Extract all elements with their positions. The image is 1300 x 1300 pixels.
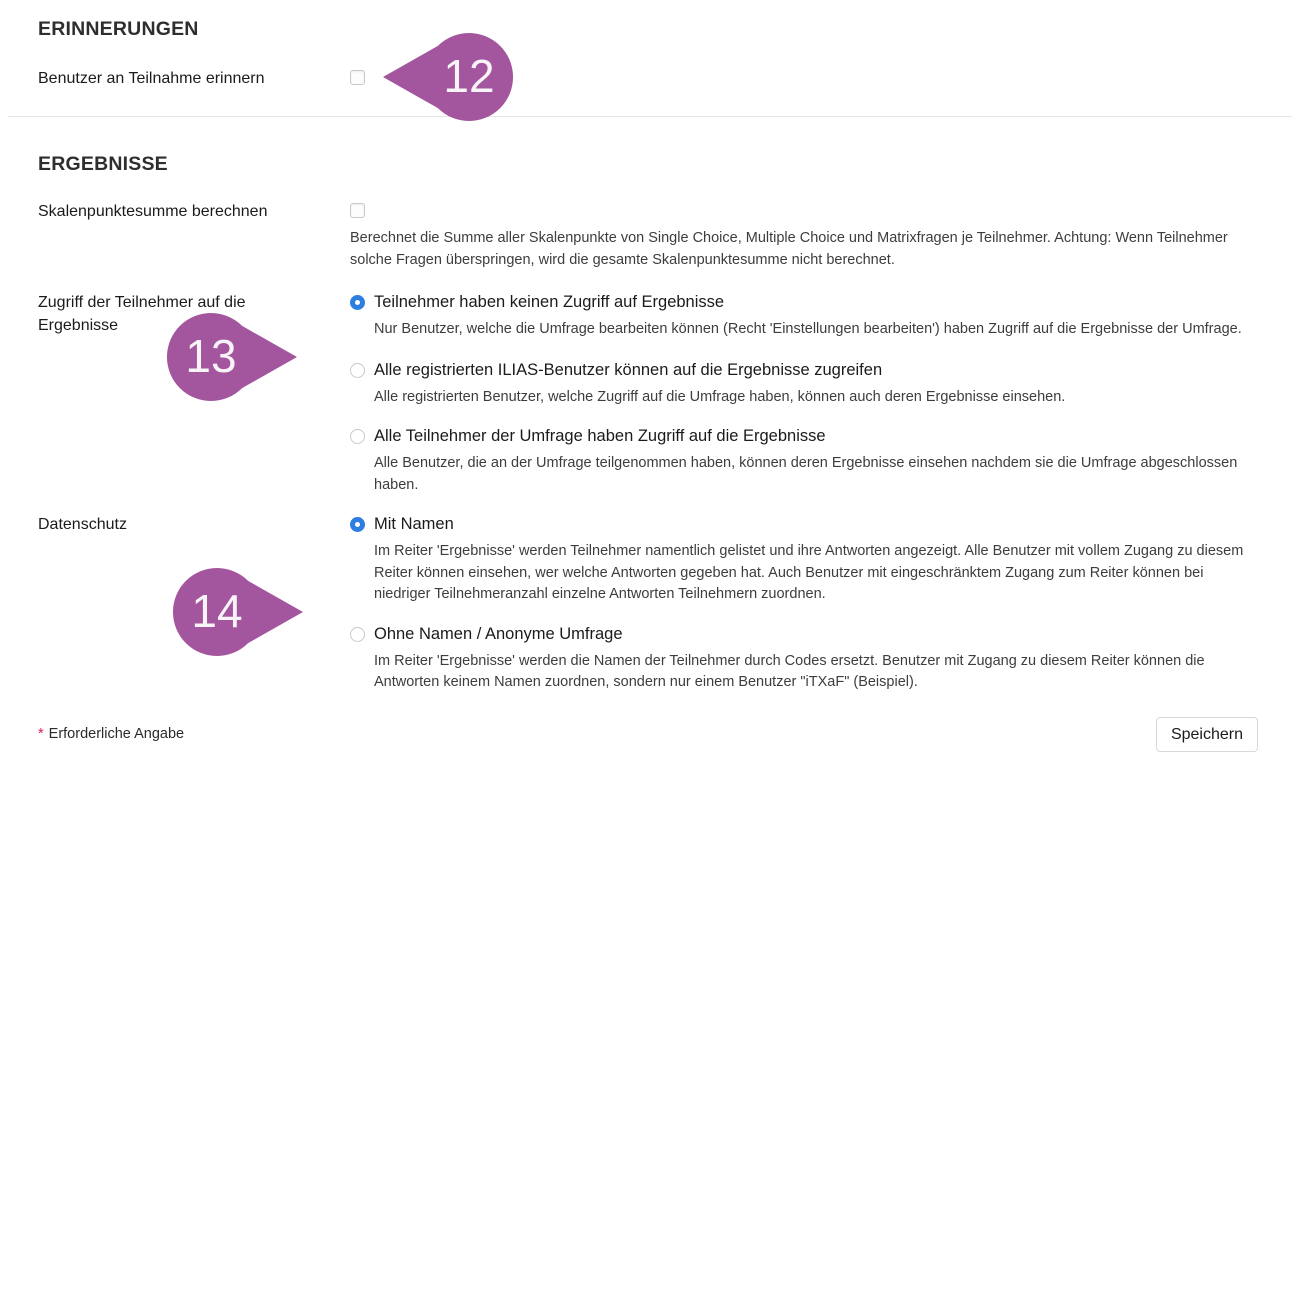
option-no-access [350, 291, 1258, 341]
with-names-byline: Im Reiter 'Ergebnisse' werden Teilnehmer namentlich gelistet und ihre Antworten angezeigt. Alle Benutzer mit vollem Zugang zu diesem Reiter können einsehen, wer welche Antworten gegeben hat. Auch Benutzer mit eingeschränktem Zugang zum Reiter können bei niedriger Teilnehmeranzahl einzelne Antworten Teilnehmern zuordnen. [374, 543, 1244, 602]
remind-users-label: Benutzer an Teilnahme erinnern [38, 70, 265, 87]
option-anonymous-head [350, 623, 1258, 646]
annotation-number: 14 [191, 585, 243, 637]
anonymous-radio[interactable] [350, 627, 365, 642]
results-access-options [350, 291, 1258, 496]
required-asterisk: * [38, 726, 44, 742]
scale-sum-byline: Berechnet die Summe aller Skalenpunkte von Single Choice, Multiple Choice und Matrixfragen je Teilnehmer. Achtung: Wenn Teilnehmer solche Fragen überspringen, wird die gesamte Skalenpunktesumme nicht berechnet. [350, 230, 1228, 268]
privacy-label: Datenschutz [38, 516, 127, 533]
no-access-byline: Nur Benutzer, welche die Umfrage bearbeiten können (Recht 'Einstellungen bearbeiten') haben Zugriff auf die Ergebnisse der Umfrage. [374, 321, 1242, 337]
with-names-radio[interactable] [350, 517, 365, 532]
no-access-radio[interactable] [350, 295, 365, 310]
all-registered-radio[interactable] [350, 363, 365, 378]
all-participants-label: Alle Teilnehmer der Umfrage haben Zugriff auf die Ergebnisse [374, 427, 826, 445]
required-note-text: Erforderliche Angabe [48, 726, 185, 742]
option-all-participants-head [350, 425, 1258, 448]
all-registered-byline: Alle registrierten Benutzer, welche Zugriff auf die Umfrage haben, können auch deren Ergebnisse einsehen. [374, 388, 1066, 405]
option-all-participants [350, 425, 1258, 496]
option-no-access-head [350, 291, 1258, 314]
option-with-names-head [350, 513, 1258, 536]
form-row-scale-sum [38, 200, 1258, 271]
form-row-remind-users [38, 67, 1258, 90]
section-title-ergebnisse: ERGEBNISSE [38, 153, 168, 175]
section-title-erinnerungen: ERINNERUNGEN [38, 18, 199, 40]
results-access-label: Zugriff der Teilnehmer auf die Ergebnisse [38, 294, 246, 334]
scale-sum-checkbox[interactable] [350, 203, 365, 218]
annotation-balloon-12 [383, 33, 513, 121]
anonymous-label: Ohne Namen / Anonyme Umfrage [374, 624, 623, 643]
section-erinnerungen [0, 0, 1300, 90]
remind-users-checkbox[interactable] [350, 70, 365, 85]
required-note [38, 726, 184, 742]
with-names-label: Mit Namen [374, 515, 454, 533]
form-footer [0, 717, 1300, 752]
annotation-number: 13 [185, 330, 237, 382]
option-all-registered [350, 359, 1258, 409]
annotation-number: 12 [443, 50, 495, 102]
option-anonymous [350, 623, 1258, 694]
save-button[interactable]: Speichern [1156, 717, 1258, 752]
annotation-balloon-14 [173, 568, 303, 656]
scale-sum-content [350, 200, 1258, 271]
option-all-registered-head [350, 359, 1258, 382]
all-registered-label: Alle registrierten ILIAS-Benutzer können auf die Ergebnisse zugreifen [374, 360, 883, 379]
anonymous-byline: Im Reiter 'Ergebnisse' werden die Namen der Teilnehmer durch Codes ersetzt. Benutzer mit Zugang zu diesem Reiter können die Antworten keinem Namen zuordnen, sondern nur einem Benutzer "iTXaF" (Beispiel). [374, 652, 1205, 690]
annotation-balloon-13 [167, 313, 297, 401]
all-participants-radio[interactable] [350, 429, 365, 444]
option-with-names [350, 513, 1258, 606]
scale-sum-label: Skalenpunktesumme berechnen [38, 203, 268, 220]
no-access-label: Teilnehmer haben keinen Zugriff auf Ergebnisse [374, 293, 725, 311]
privacy-options [350, 513, 1258, 694]
all-participants-byline: Alle Benutzer, die an der Umfrage teilgenommen haben, können deren Ergebnisse einsehen nachdem sie die Umfrage abgeschlossen haben. [374, 455, 1238, 493]
